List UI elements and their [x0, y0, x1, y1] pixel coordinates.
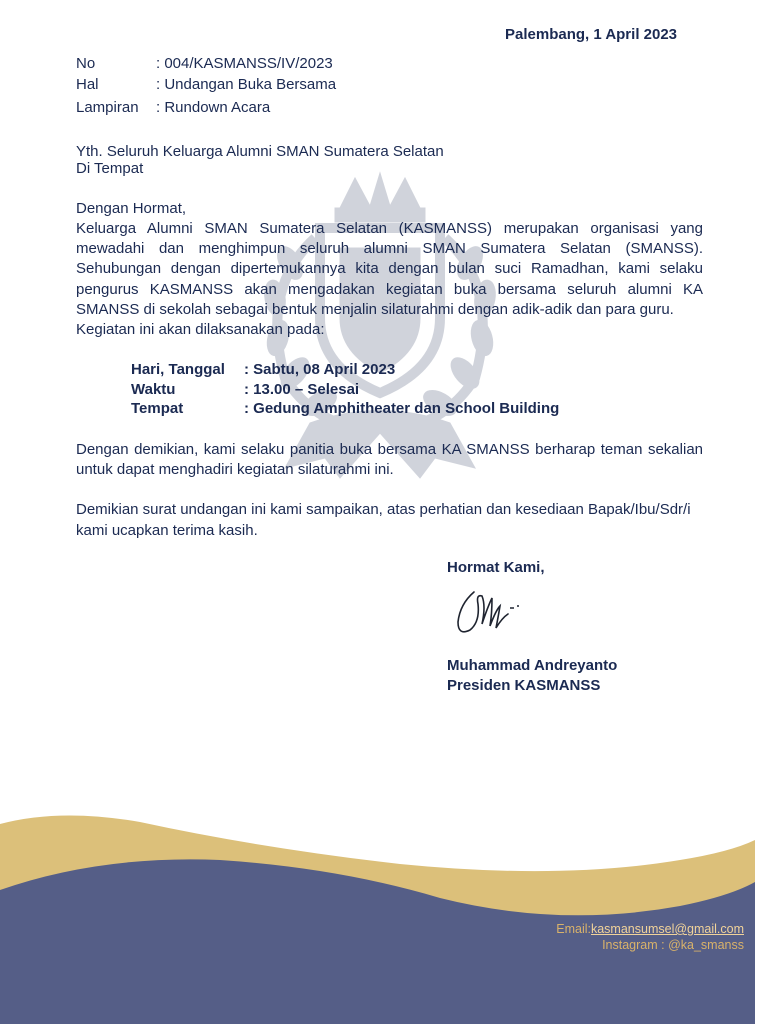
detail-date-label: Hari, Tanggal — [131, 361, 225, 378]
detail-time-value: : 13.00 – Selesai — [244, 381, 360, 398]
handwritten-signature — [452, 584, 524, 640]
detail-time-row — [131, 381, 359, 398]
detail-place-value: : Gedung Amphitheater dan School Building — [244, 400, 560, 417]
meta-number-label: No — [76, 55, 96, 72]
recipient-line-2: Di Tempat — [76, 160, 144, 177]
footer-email — [556, 922, 744, 936]
footer-email-label: Email: — [556, 922, 591, 936]
paragraph-closing-invite: Dengan demikian, kami selaku panitia buka bersama KA SMANSS berharap teman sekalian untuk dapat menghadiri kegiatan silaturahmi ini. — [76, 441, 703, 479]
detail-place-row — [131, 400, 559, 417]
meta-number-value: : 004/KASMANSS/IV/2023 — [156, 55, 333, 72]
letter-place-date: Palembang, 1 April 2023 — [505, 26, 678, 43]
footer-email-link[interactable]: kasmansumsel@gmail.com — [590, 922, 744, 936]
detail-time-label: Waktu — [131, 381, 176, 398]
recipient-line-1: Yth. Seluruh Keluarga Alumni SMAN Sumatera Selatan — [76, 143, 444, 160]
footer-wave-decoration — [0, 800, 768, 1024]
greeting: Dengan Hormat, — [76, 200, 187, 217]
paragraph-thanks-line-2: kami ucapkan terima kasih. — [76, 522, 258, 539]
detail-date-value: : Sabtu, 08 April 2023 — [244, 361, 396, 378]
meta-number-row — [76, 55, 333, 72]
signer-name: Muhammad Andreyanto — [447, 657, 618, 674]
meta-attachment-label: Lampiran — [76, 99, 139, 116]
paragraph-intro: Keluarga Alumni SMAN Sumatera Selatan (KASMANSS) merupakan organisasi yang mewadahi dan menghimpun seluruh alumni SMAN Sumatera Selatan (SMANSS). Sehubungan dengan dipertemukannya kita dengan bulan suci Ramadhan, kami selaku pengurus KASMANSS akan mengadakan kegiatan buka bersama seluruh alumni KA SMANSS di sekolah sebagai bentuk menjalin silaturahmi dengan adik-adik dan para guru. — [76, 220, 703, 318]
meta-subject-row — [76, 76, 336, 93]
signer-title: Presiden KASMANSS — [447, 677, 601, 694]
footer-instagram[interactable]: Instagram : @ka_smanss — [602, 938, 744, 952]
meta-attachment-row — [76, 99, 270, 116]
meta-subject-label: Hal — [76, 76, 99, 93]
detail-date-row — [131, 361, 395, 378]
meta-subject-value: : Undangan Buka Bersama — [156, 76, 337, 93]
paragraph-intro-last-line: Kegiatan ini akan dilaksanakan pada: — [76, 321, 325, 338]
meta-attachment-value: : Rundown Acara — [156, 99, 271, 116]
closing-salutation: Hormat Kami, — [447, 559, 545, 576]
detail-place-label: Tempat — [131, 400, 184, 417]
paragraph-thanks-line-1: Demikian surat undangan ini kami sampaikan, atas perhatian dan kesediaan Bapak/Ibu/Sdr/i — [76, 501, 691, 518]
